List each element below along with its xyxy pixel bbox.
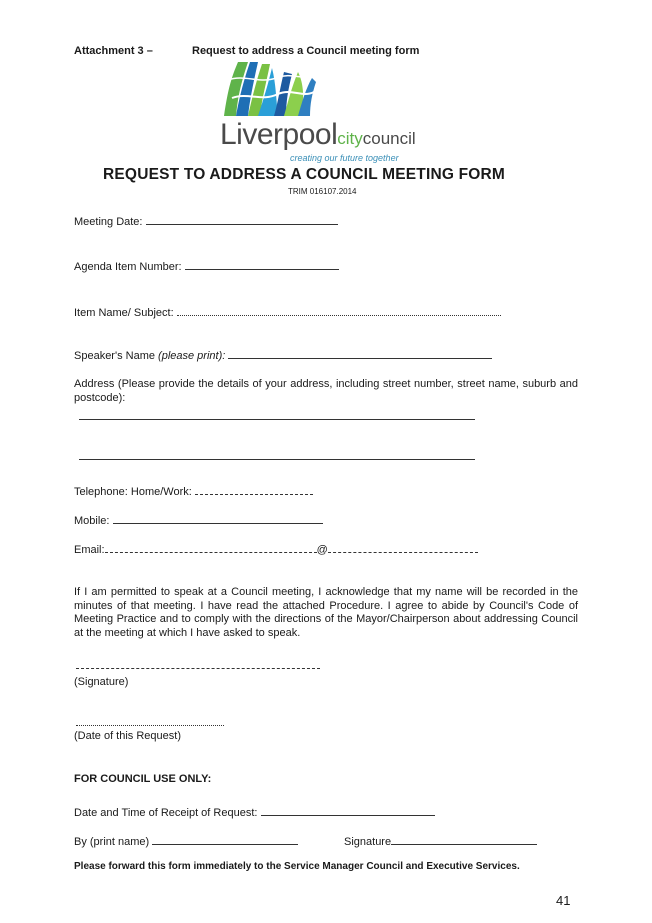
council-signature-label: Signature bbox=[344, 836, 392, 848]
receipt-label: Date and Time of Receipt of Request: bbox=[74, 807, 258, 819]
signature-label: (Signature) bbox=[74, 676, 129, 688]
logo-tagline: creating our future together bbox=[290, 153, 399, 163]
by-print-name-line[interactable] bbox=[152, 834, 298, 845]
receipt-field[interactable] bbox=[74, 805, 435, 819]
council-signature-line[interactable] bbox=[391, 834, 537, 845]
telephone-field[interactable] bbox=[74, 484, 313, 498]
receipt-line[interactable] bbox=[261, 805, 435, 816]
agenda-item-label: Agenda Item Number: bbox=[74, 261, 182, 273]
item-name-field[interactable] bbox=[74, 305, 501, 319]
address-label: Address (Please provide the details of your address, including street number, street name, suburb and postcode): bbox=[74, 378, 578, 404]
email-domain-line[interactable] bbox=[328, 542, 478, 553]
agenda-item-line[interactable] bbox=[185, 259, 339, 270]
telephone-label: Telephone: Home/Work: bbox=[74, 486, 192, 498]
acknowledgement-text: If I am permitted to speak at a Council meeting, I acknowledge that my name will be recorded in the minutes of that meeting. I have read the attached Procedure. I agree to abide by Council's Code of Meeting Practice and to comply with the directions of the Mayor/Chairperson about addressing Council at the meeting at which I have asked to speak. bbox=[74, 586, 578, 639]
email-user-line[interactable] bbox=[105, 542, 317, 553]
telephone-line[interactable] bbox=[195, 484, 313, 495]
meeting-date-label: Meeting Date: bbox=[74, 216, 143, 228]
attachment-label: Attachment 3 – bbox=[74, 45, 153, 57]
meeting-date-field[interactable] bbox=[74, 214, 338, 228]
address-line-1[interactable] bbox=[79, 419, 475, 420]
address-line-2[interactable] bbox=[79, 459, 475, 460]
logo-word-main: Liverpool bbox=[220, 118, 338, 151]
speaker-name-hint: (please print): bbox=[158, 350, 226, 362]
trim-number: TRIM 016107.2014 bbox=[288, 187, 357, 196]
mobile-field[interactable] bbox=[74, 513, 323, 527]
by-print-name-field[interactable] bbox=[74, 834, 298, 848]
email-field[interactable] bbox=[74, 542, 478, 556]
logo-word-city: city bbox=[337, 129, 363, 148]
speaker-name-line[interactable] bbox=[228, 348, 492, 359]
council-use-heading: FOR COUNCIL USE ONLY: bbox=[74, 773, 212, 785]
meeting-date-line[interactable] bbox=[146, 214, 338, 225]
logo-wordmark bbox=[220, 118, 416, 152]
attachment-title: Request to address a Council meeting form bbox=[192, 45, 420, 57]
by-print-name-label: By (print name) bbox=[74, 836, 150, 848]
email-label: Email: bbox=[74, 544, 105, 556]
council-signature-field[interactable] bbox=[344, 834, 537, 848]
agenda-item-field[interactable] bbox=[74, 259, 339, 273]
forward-instruction: Please forward this form immediately to the Service Manager Council and Executive Services. bbox=[74, 861, 520, 872]
mobile-label: Mobile: bbox=[74, 515, 110, 527]
speaker-name-field[interactable] bbox=[74, 348, 492, 362]
date-request-label: (Date of this Request) bbox=[74, 730, 181, 742]
page-number: 41 bbox=[556, 893, 571, 908]
signature-line[interactable] bbox=[76, 668, 320, 669]
date-request-line[interactable] bbox=[76, 725, 224, 726]
item-name-label: Item Name/ Subject: bbox=[74, 307, 174, 319]
form-title: REQUEST TO ADDRESS A COUNCIL MEETING FORM bbox=[103, 166, 506, 183]
mobile-line[interactable] bbox=[113, 513, 323, 524]
email-at-sign: @ bbox=[316, 544, 328, 556]
logo-word-council: council bbox=[362, 129, 416, 148]
speaker-name-label: Speaker's Name bbox=[74, 350, 155, 362]
item-name-line[interactable] bbox=[177, 305, 501, 316]
council-logo bbox=[218, 58, 418, 168]
